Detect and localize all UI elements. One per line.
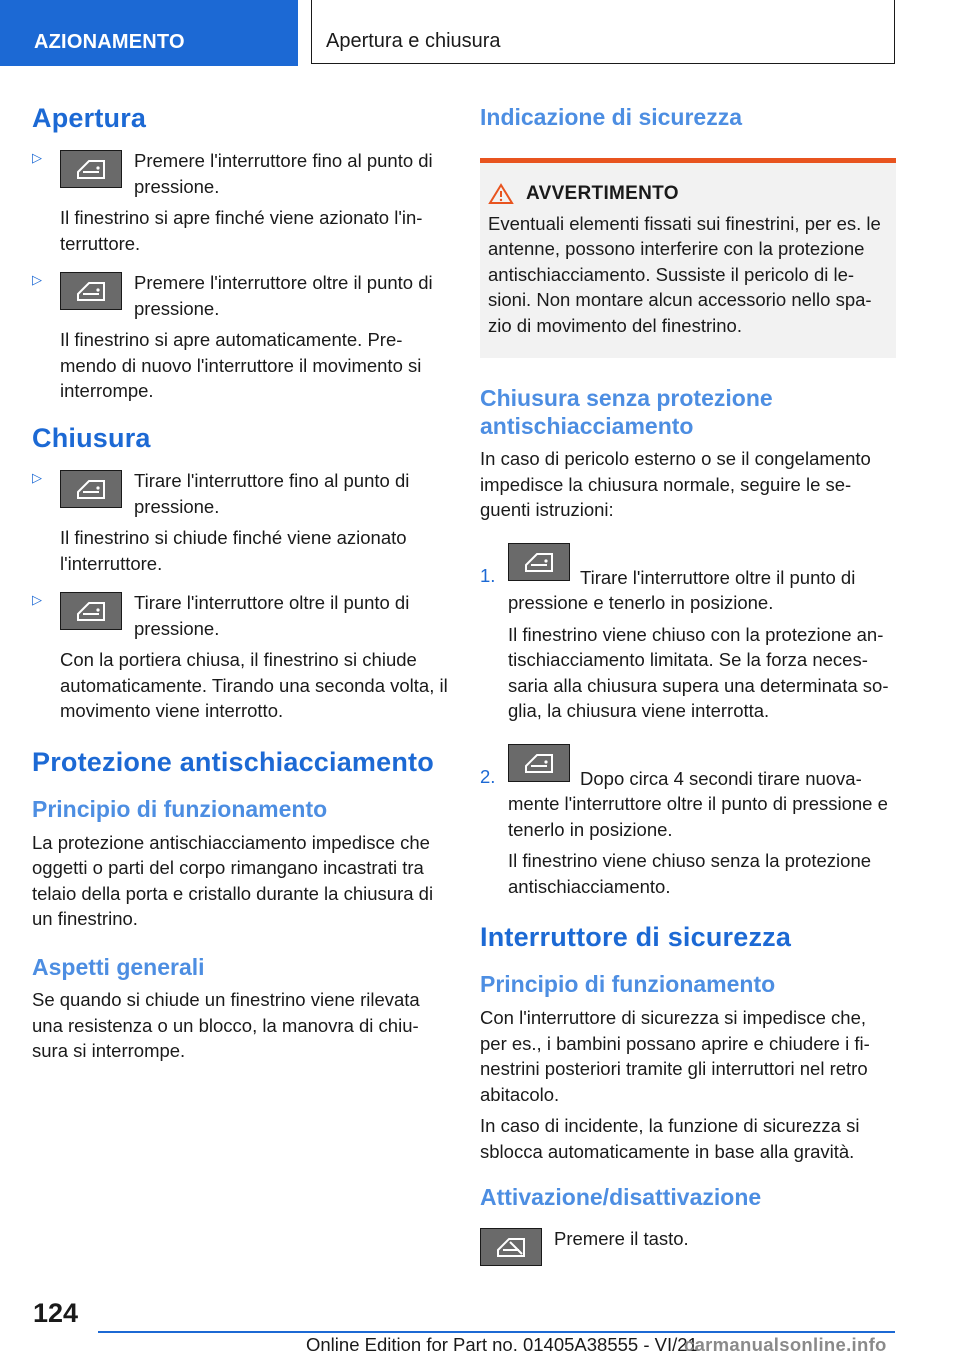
warning-triangle-icon <box>488 183 514 205</box>
heading-sicurezza: Indicazione di sicurezza <box>480 104 743 130</box>
triangle-bullet-icon: ▷ <box>32 470 42 486</box>
step-text: Tirare l'interruttore fino al punto di pressione. <box>134 470 410 517</box>
heading-aspetti: Aspetti generali <box>32 953 205 980</box>
step-text: Premere l'interruttore oltre il punto di pressione. <box>134 272 433 319</box>
section-tab: AZIONAMENTO <box>0 0 298 66</box>
numbered-step <box>480 744 896 900</box>
attivazione-text: Premere il tasto. <box>554 1227 689 1249</box>
heading-senza: Chiusura senza protezione antischiacciamento <box>480 385 773 440</box>
window-switch-icon <box>508 543 570 581</box>
safety-switch-icon <box>480 1228 542 1266</box>
footer-divider <box>98 1331 895 1333</box>
triangle-bullet-icon: ▷ <box>32 592 42 608</box>
chapter-tab: Apertura e chiusura <box>311 0 895 64</box>
step-note: Con la portiera chiusa, il finestrino si chiude automaticamente. Tirando una seconda volta, il movimento viene interrotto. <box>60 649 448 722</box>
heading-principio: Principio di funzionamento <box>32 796 328 823</box>
warning-text: Eventuali elementi fissati sui finestrini, per es. le antenne, possono interferire con la protezione antischiacciamento. Sussiste il pericolo di le-sioni. Non montare alcun accessorio nello spa-zio di movimento del finestrino. <box>488 212 881 336</box>
list-item <box>32 590 448 724</box>
window-switch-icon <box>60 150 122 188</box>
attivazione-row <box>480 1226 896 1266</box>
list-item <box>32 270 448 404</box>
heading-principio-2: Principio di funzionamento <box>480 971 776 998</box>
list-item <box>32 468 448 576</box>
edition-text: Online Edition for Part no. 01405A38555 - VI/21 <box>306 1334 698 1355</box>
step-number: 1. <box>480 564 496 586</box>
heading-interruttore: Interruttore di sicurezza <box>480 922 792 953</box>
senza-text: In caso di pericolo esterno o se il congelamento impedisce la chiusura normale, seguire le se-guenti istruzioni: <box>480 448 871 521</box>
heading-chiusura: Chiusura <box>32 422 151 453</box>
warning-box <box>480 158 896 359</box>
warning-title <box>488 183 888 205</box>
step-note: Il finestrino viene chiuso con la protezione an-tischiacciamento limitata. Se la forza neces-saria alla chiusura supera una determinata so-glia, la chiusura viene interrotta. <box>508 623 889 722</box>
step-text: Tirare l'interruttore oltre il punto di pressione e tenerlo in posizione. <box>508 566 856 614</box>
step-text: Premere l'interruttore fino al punto di pressione. <box>134 150 433 197</box>
window-switch-icon <box>60 470 122 508</box>
page-header <box>0 0 960 66</box>
heading-apertura: Apertura <box>32 103 147 133</box>
step-number: 2. <box>480 765 496 787</box>
window-switch-icon <box>60 592 122 630</box>
step-note: Il finestrino si apre finché viene azionato l'in-terruttore. <box>60 207 423 254</box>
warning-label: AVVERTIMENTO <box>526 182 679 204</box>
list-item <box>32 148 448 256</box>
watermark-text: carmanualsonline.info <box>684 1334 887 1355</box>
window-switch-icon <box>508 744 570 782</box>
right-column <box>480 98 896 1266</box>
page-number: 124 <box>33 1298 79 1328</box>
triangle-bullet-icon: ▷ <box>32 272 42 288</box>
numbered-step <box>480 543 896 724</box>
step-note: Il finestrino si chiude finché viene azionato l'interruttore. <box>60 527 407 574</box>
aspetti-text: Se quando si chiude un finestrino viene rilevata una resistenza o un blocco, la manovra di chiu-sura si interrompe. <box>32 989 420 1062</box>
principio-text: La protezione antischiacciamento impedisce che oggetti o parti del corpo rimangano incastrati tra telaio della porta e cristallo durante la chiusura di un finestrino. <box>32 831 434 930</box>
step-text: Tirare l'interruttore oltre il punto di pressione. <box>134 592 410 639</box>
step-note: Il finestrino si apre automaticamente. Pre-mendo di nuovo l'interruttore il movimento si interrompe. <box>60 329 422 402</box>
principio2-text1: Con l'interruttore di sicurezza si impedisce che, per es., i bambini possano aprire e chiudere i fi-nestrini posteriori tramite gli interruttori nel retro abitacolo. <box>480 1007 870 1105</box>
heading-attivazione: Attivazione/disattivazione <box>480 1184 762 1211</box>
triangle-bullet-icon: ▷ <box>32 150 42 166</box>
window-switch-icon <box>60 272 122 310</box>
principio2-text2: In caso di incidente, la funzione di sicurezza si sblocca automaticamente in base alla gravità. <box>480 1115 860 1162</box>
step-note: Il finestrino viene chiuso senza la protezione antischiacciamento. <box>508 850 872 897</box>
heading-protezione: Protezione antischiacciamento <box>32 746 434 777</box>
left-column <box>32 98 448 1064</box>
step-text: Dopo circa 4 secondi tirare nuova-mente l'interruttore oltre il punto di pressione e tenerlo in posizione. <box>508 767 888 840</box>
